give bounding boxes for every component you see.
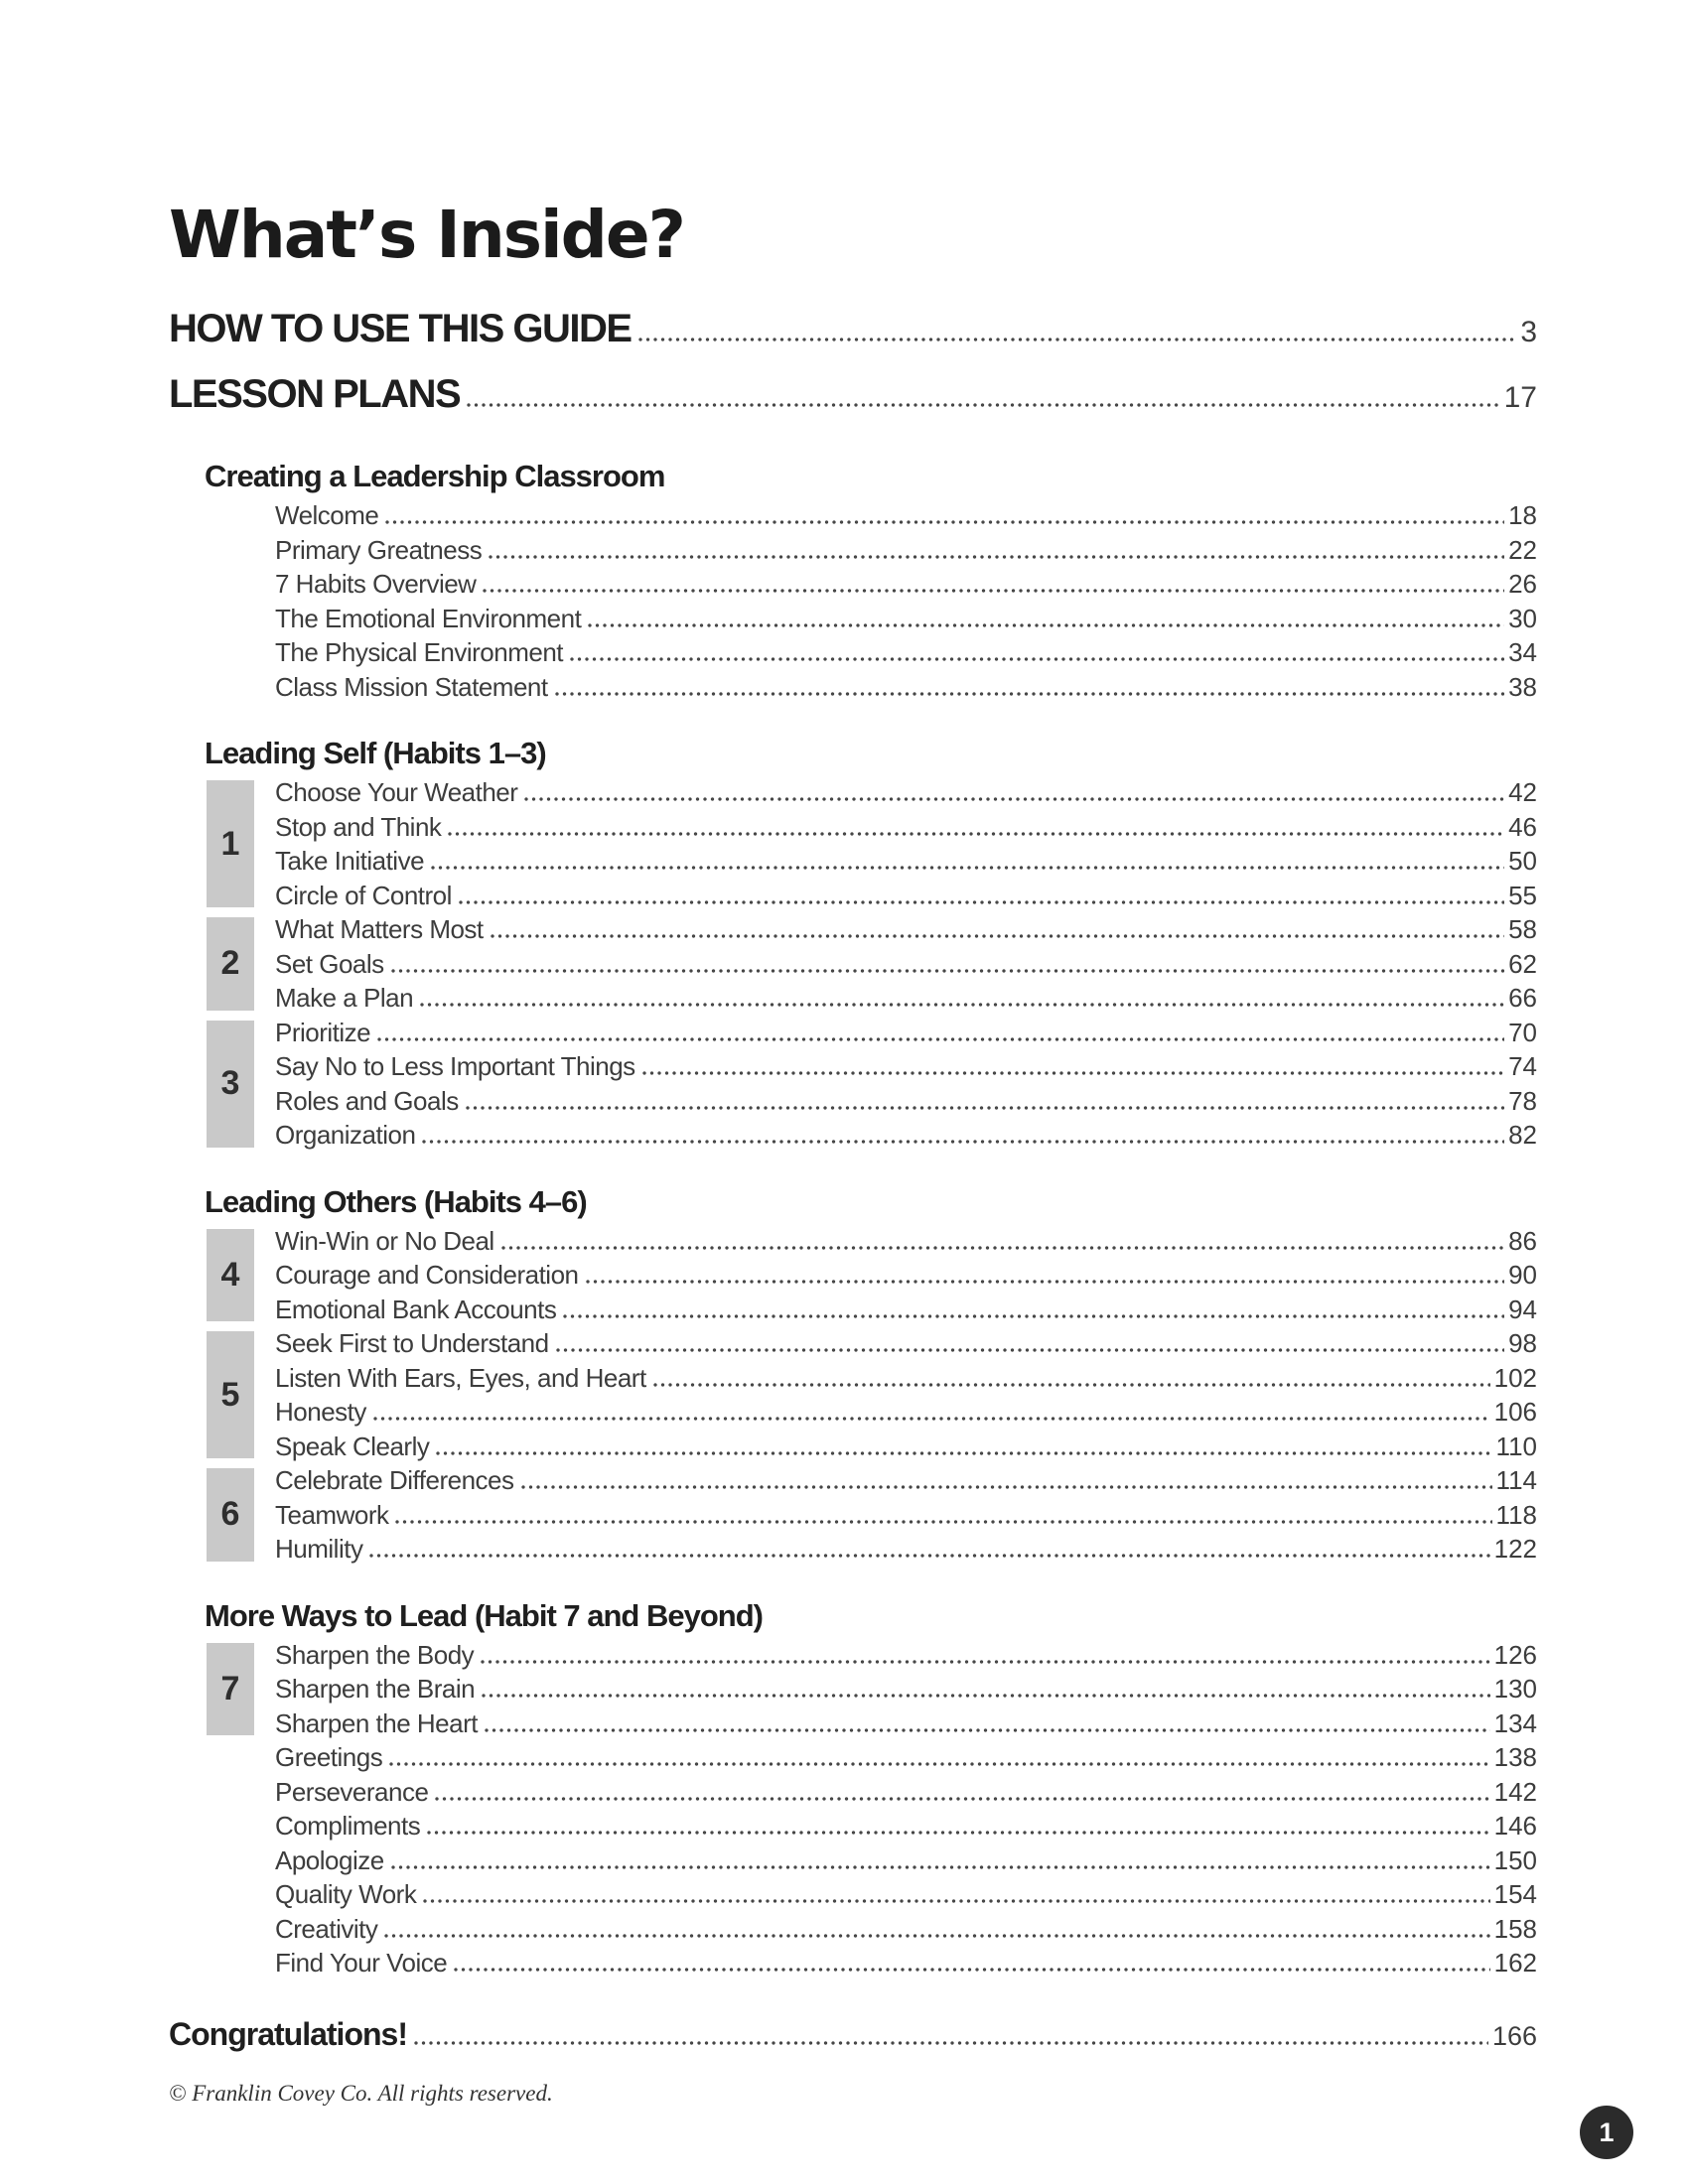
dot-leader (638, 338, 1517, 341)
toc-closing-entry (169, 2004, 1537, 2064)
dot-leader (482, 1694, 1490, 1698)
toc-entry-page: 22 (1508, 534, 1537, 565)
toc-entry-label: Choose Your Weather (275, 777, 518, 807)
dot-leader (448, 832, 1504, 836)
toc-entry (275, 1638, 1537, 1673)
section-heading: Leading Self (Habits 1–3) (205, 736, 546, 770)
toc-top-entries (169, 296, 1537, 427)
dot-leader (501, 1246, 1504, 1250)
toc-entry (275, 1672, 1537, 1706)
habit-group (169, 1463, 1537, 1567)
toc-entry-page: 158 (1493, 1913, 1537, 1944)
dot-leader (373, 1417, 1490, 1421)
habit-group-rows (275, 1463, 1537, 1567)
toc-entry-label: Quality Work (275, 1879, 417, 1909)
toc-entry (169, 296, 1537, 361)
toc-entry (275, 1498, 1537, 1533)
dot-leader (377, 1037, 1504, 1041)
habit-group (169, 1016, 1537, 1153)
toc-entry (275, 1293, 1537, 1327)
toc-entry-page: 30 (1508, 603, 1537, 633)
toc-entry-page: 106 (1493, 1397, 1537, 1427)
toc-entry-page: 98 (1508, 1328, 1537, 1358)
toc-entry-label: Sharpen the Brain (275, 1674, 476, 1704)
dot-leader (454, 1968, 1489, 1972)
toc-entry-label: Compliments (275, 1811, 421, 1841)
toc-entry (275, 567, 1537, 602)
toc-entry-page: 70 (1508, 1017, 1537, 1047)
toc-entry-label: Creativity (275, 1913, 378, 1944)
toc-entry-page: 134 (1493, 1707, 1537, 1738)
toc-entry (275, 1775, 1537, 1810)
dot-leader (586, 1280, 1505, 1284)
toc-entry-page: 126 (1493, 1639, 1537, 1670)
toc-entry-page: 26 (1508, 569, 1537, 599)
toc-sections (169, 459, 1537, 1980)
dot-leader (427, 1831, 1489, 1835)
dot-leader (369, 1554, 1489, 1558)
toc-entry (275, 947, 1537, 982)
habit-group (169, 1638, 1537, 1741)
toc-entry-page: 82 (1508, 1120, 1537, 1150)
toc-entry (275, 981, 1537, 1016)
dot-leader (435, 1797, 1489, 1801)
toc-entry (275, 1224, 1537, 1259)
toc-entry-label: What Matters Most (275, 914, 484, 944)
dot-leader (436, 1451, 1491, 1455)
dot-leader (588, 623, 1504, 627)
habit-group (169, 1224, 1537, 1327)
dot-leader (563, 1314, 1504, 1318)
dot-leader (385, 520, 1504, 524)
dot-leader (459, 900, 1504, 904)
toc-entry-label: Listen With Ears, Eyes, and Heart (275, 1362, 646, 1393)
toc-entry-label: Perseverance (275, 1776, 429, 1807)
toc-entry-label: HOW TO USE THIS GUIDE (169, 307, 632, 350)
toc-entry-page: 94 (1508, 1294, 1537, 1324)
page-number-badge (1580, 2106, 1633, 2159)
dot-leader (422, 1140, 1504, 1144)
dot-leader (485, 1728, 1490, 1732)
toc-entry (275, 602, 1537, 636)
toc-entry-label: Celebrate Differences (275, 1465, 514, 1495)
dot-leader (489, 555, 1504, 559)
toc-entry-page: 142 (1493, 1776, 1537, 1807)
toc-entry-label: 7 Habits Overview (275, 569, 477, 599)
habit-group-rows (275, 498, 1537, 704)
habit-group (169, 498, 1537, 704)
toc-entry-label: Prioritize (275, 1017, 371, 1047)
dot-leader (481, 1660, 1489, 1664)
toc-section (169, 1184, 1537, 1567)
toc-entry-label: Honesty (275, 1397, 366, 1427)
dot-leader (423, 1899, 1489, 1903)
toc-page-content (169, 0, 1537, 2064)
toc-entry-label: Find Your Voice (275, 1948, 448, 1978)
dot-leader (556, 1348, 1505, 1352)
dot-leader (521, 1485, 1492, 1489)
habit-number-box: 6 (207, 1468, 254, 1562)
toc-entry-page: 38 (1508, 671, 1537, 702)
toc-entry-label: Stop and Think (275, 811, 442, 842)
toc-entry (275, 1084, 1537, 1119)
habit-number-box: 2 (207, 917, 254, 1011)
toc-entry-label: Sharpen the Body (275, 1639, 475, 1670)
toc-entry-page: 17 (1503, 381, 1537, 414)
habit-group (169, 1740, 1537, 1980)
toc-entry-page: 162 (1493, 1948, 1537, 1978)
toc-entry-label: Take Initiative (275, 846, 425, 876)
toc-entry-page: 74 (1508, 1051, 1537, 1081)
toc-entry-page: 46 (1508, 811, 1537, 842)
toc-entry-label: Circle of Control (275, 880, 452, 910)
toc-entry-label: Congratulations! (169, 2015, 407, 2052)
toc-entry-page: 62 (1508, 948, 1537, 979)
toc-entry (275, 810, 1537, 845)
toc-entry-page: 154 (1493, 1879, 1537, 1909)
habit-number-box: 3 (207, 1021, 254, 1148)
toc-entry-page: 90 (1508, 1260, 1537, 1290)
dot-leader (391, 969, 1504, 973)
toc-entry-label: Organization (275, 1120, 416, 1150)
toc-entry (169, 361, 1537, 427)
dot-leader (642, 1071, 1504, 1075)
habit-group-rows (275, 1638, 1537, 1741)
habit-group (169, 1326, 1537, 1463)
dot-leader (431, 866, 1504, 870)
habit-number-spacer (207, 1745, 254, 1976)
toc-entry-page: 18 (1508, 500, 1537, 530)
toc-entry-label: Primary Greatness (275, 534, 483, 565)
habit-number-box: 7 (207, 1643, 254, 1736)
dot-leader (391, 1865, 1490, 1869)
dot-leader (466, 1106, 1504, 1110)
toc-entry-page: 42 (1508, 777, 1537, 807)
dot-leader (483, 589, 1504, 593)
dot-leader (384, 1934, 1489, 1938)
toc-entry (275, 912, 1537, 947)
section-heading: More Ways to Lead (Habit 7 and Beyond) (205, 1597, 763, 1633)
toc-entry (275, 1843, 1537, 1878)
dot-leader (420, 1003, 1504, 1007)
toc-entry-label: Humility (275, 1534, 363, 1564)
toc-section (169, 736, 1537, 1153)
toc-entry (275, 1877, 1537, 1912)
toc-entry (275, 1946, 1537, 1980)
toc-entry (275, 1258, 1537, 1293)
toc-entry-label: Say No to Less Important Things (275, 1051, 635, 1081)
toc-entry (275, 1463, 1537, 1498)
dot-leader (653, 1383, 1490, 1387)
toc-entry-label: The Emotional Environment (275, 603, 582, 633)
toc-entry (275, 533, 1537, 568)
section-heading: Creating a Leadership Classroom (205, 459, 665, 493)
habit-group-rows (275, 912, 1537, 1016)
toc-entry (275, 1016, 1537, 1050)
habit-group-rows (275, 775, 1537, 912)
toc-entry (275, 775, 1537, 810)
copyright-footer: © Franklin Covey Co. All rights reserved. (169, 2081, 553, 2106)
habit-group-rows (275, 1016, 1537, 1153)
toc-entry-label: Seek First to Understand (275, 1328, 549, 1358)
dot-leader (389, 1762, 1489, 1766)
dot-leader (491, 934, 1504, 938)
toc-entry (275, 670, 1537, 705)
toc-entry-page: 166 (1491, 2020, 1537, 2051)
page-number: 1 (1599, 2116, 1615, 2147)
toc-entry (275, 1118, 1537, 1153)
toc-entry-label: Make a Plan (275, 983, 414, 1013)
dot-leader (524, 797, 1504, 801)
toc-entry-page: 130 (1493, 1674, 1537, 1704)
toc-entry-page: 50 (1508, 846, 1537, 876)
toc-entry-page: 78 (1508, 1085, 1537, 1116)
toc-entry-label: Sharpen the Heart (275, 1707, 478, 1738)
toc-entry-label: Class Mission Statement (275, 671, 548, 702)
habit-group-rows (275, 1326, 1537, 1463)
toc-entry (275, 1430, 1537, 1464)
toc-entry-label: Courage and Consideration (275, 1260, 579, 1290)
dot-leader (467, 403, 1499, 407)
toc-entry (275, 1912, 1537, 1947)
toc-entry-page: 146 (1493, 1811, 1537, 1841)
toc-entry (169, 2004, 1537, 2064)
toc-entry-page: 102 (1493, 1362, 1537, 1393)
section-heading: Leading Others (Habits 4–6) (205, 1183, 587, 1219)
toc-section (169, 459, 1537, 704)
toc-entry (275, 1049, 1537, 1084)
toc-entry-label: Win-Win or No Deal (275, 1225, 494, 1256)
dot-leader (395, 1520, 1491, 1524)
toc-entry (275, 879, 1537, 913)
toc-entry-label: The Physical Environment (275, 637, 564, 667)
page-title: What’s Inside? (169, 197, 684, 273)
toc-entry (275, 498, 1537, 533)
habit-number-box: 1 (207, 780, 254, 907)
toc-entry-page: 150 (1493, 1844, 1537, 1875)
toc-entry-page: 55 (1508, 880, 1537, 910)
toc-entry-page: 110 (1495, 1431, 1537, 1461)
toc-entry-label: Apologize (275, 1844, 384, 1875)
toc-entry-page: 118 (1495, 1499, 1537, 1530)
toc-entry-label: Welcome (275, 500, 379, 530)
toc-entry-label: Roles and Goals (275, 1085, 459, 1116)
toc-entry (275, 1326, 1537, 1361)
toc-entry-page: 34 (1508, 637, 1537, 667)
toc-entry-label: Emotional Bank Accounts (275, 1294, 557, 1324)
toc-entry-label: Greetings (275, 1742, 383, 1772)
toc-entry (275, 1740, 1537, 1775)
toc-entry (275, 1809, 1537, 1843)
toc-entry-label: Set Goals (275, 948, 384, 979)
toc-entry-label: Speak Clearly (275, 1431, 430, 1461)
habit-group (169, 775, 1537, 912)
toc-entry (275, 635, 1537, 670)
toc-entry-page: 138 (1493, 1742, 1537, 1772)
toc-entry (275, 1395, 1537, 1430)
habit-group-rows (275, 1224, 1537, 1327)
dot-leader (555, 692, 1504, 696)
toc-entry (275, 1706, 1537, 1741)
toc-entry (275, 844, 1537, 879)
dot-leader (570, 657, 1504, 661)
toc-entry (275, 1532, 1537, 1567)
toc-entry-page: 86 (1508, 1225, 1537, 1256)
habit-number-box: 5 (207, 1331, 254, 1458)
toc-entry-page: 3 (1520, 316, 1537, 348)
habit-group (169, 912, 1537, 1016)
toc-entry (275, 1361, 1537, 1396)
toc-entry-label: LESSON PLANS (169, 372, 461, 416)
habit-number-box: 4 (207, 1229, 254, 1322)
habit-group-rows (275, 1740, 1537, 1980)
toc-section (169, 1598, 1537, 1980)
habit-number-spacer (207, 503, 254, 699)
toc-entry-label: Teamwork (275, 1499, 389, 1530)
dot-leader (414, 2041, 1488, 2045)
toc-entry-page: 122 (1493, 1534, 1537, 1564)
toc-entry-page: 114 (1495, 1465, 1537, 1495)
toc-entry-page: 58 (1508, 914, 1537, 944)
toc-entry-page: 66 (1508, 983, 1537, 1013)
